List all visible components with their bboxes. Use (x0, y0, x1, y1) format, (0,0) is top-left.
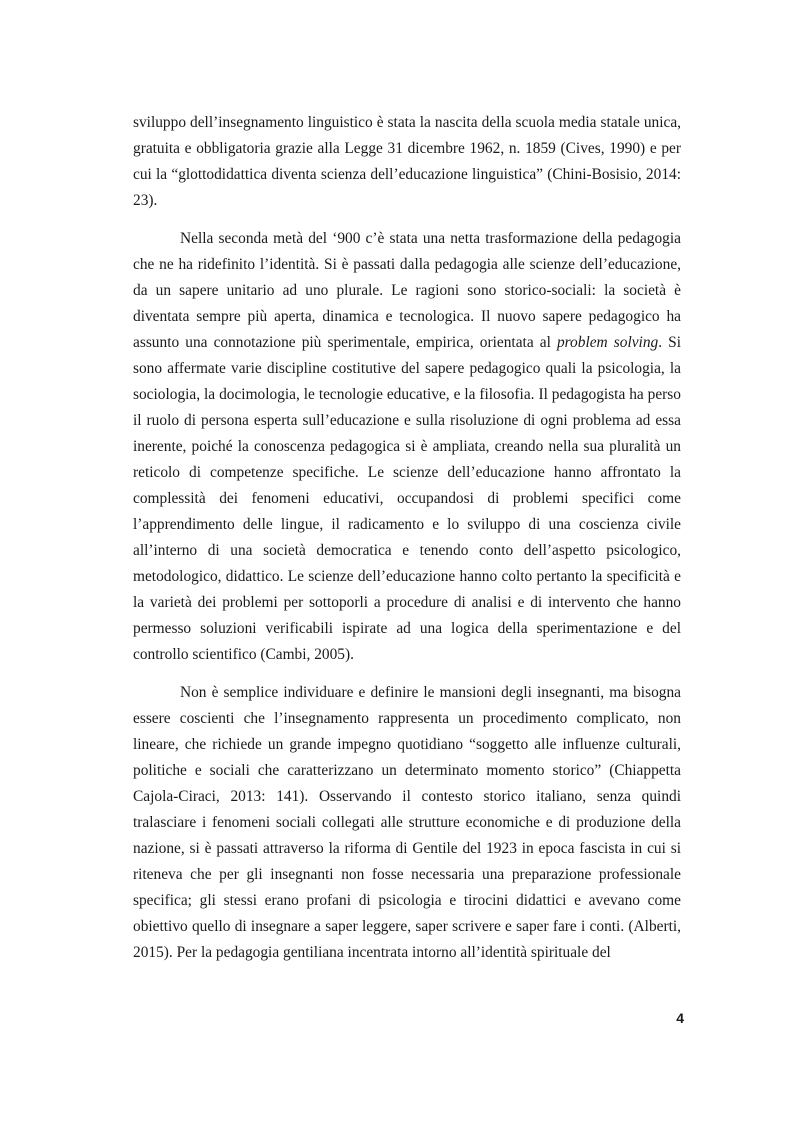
paragraph-1 (133, 110, 681, 214)
body-text (133, 110, 681, 966)
paragraph-2 (133, 226, 681, 668)
paragraph-3-text: Non è semplice individuare e definire le mansioni degli insegnanti, ma bisogna essere coscienti che l’insegnamento rappresenta un procedimento complicato, non lineare, che richiede un grande impegno quotidiano “soggetto alle influenze culturali, politiche e sociali che caratterizzano un determinato momento storico” (Chiappetta Cajola-Ciraci, 2013: 141). Osservando il contesto storico italiano, senza quindi tralasciare i fenomeni sociali collegati alle strutture economiche e di produzione della nazione, si è passati attraverso la riforma di Gentile del 1923 in epoca fascista in cui si riteneva che per gli insegnanti non fosse necessaria una preparazione professionale specifica; gli stessi erano profani di psicologia e tirocini didattici e avevano come obiettivo quello di insegnare a saper leggere, saper scrivere e saper fare i conti. (Alberti, 2015). Per la pedagogia gentiliana incentrata intorno all’identità spirituale del (133, 684, 681, 961)
problem-solving-term: problem solving (556, 334, 659, 351)
paragraph-2-text-b: . Si sono affermate varie discipline costitutive del sapere pedagogico quali la psicologia, la sociologia, la docimologia, le tecnologie educative, e la filosofia. Il pedagogista ha perso il ruolo di persona esperta sull’educazione e sulla risoluzione di ogni problema ad essa inerente, poiché la conoscenza pedagogica si è ampliata, creando nella sua pluralità un reticolo di competenze specifiche. Le scienze dell’educazione hanno affrontato la complessità dei fenomeni educativi, occupandosi di problemi specifici come l’apprendimento delle lingue, il radicamento e lo sviluppo di una coscienza civile all’interno di una società democratica e tenendo conto dell’aspetto psicologico, metodologico, didattico. Le scienze dell’educazione hanno colto pertanto la specificità e la varietà dei problemi per sottoporli a procedure di analisi e di intervento che hanno permesso soluzioni verificabili ispirate ad una logica della sperimentazione e del controllo scientifico (Cambi, 2005). (133, 334, 681, 663)
paragraph-3 (133, 680, 681, 966)
paragraph-1-text: sviluppo dell’insegnamento linguistico è stata la nascita della scuola media statale unica, gratuita e obbligatoria grazie alla Legge 31 dicembre 1962, n. 1859 (Cives, 1990) e per cui la “glottodidattica diventa scienza dell’educazione linguistica” (Chini-Bosisio, 2014: 23). (133, 114, 681, 209)
page-number: 4 (676, 1010, 684, 1026)
paragraph-2-text-a: Nella seconda metà del ‘900 c’è stata una netta trasformazione della pedagogia che ne ha ridefinito l’identità. Si è passati dalla pedagogia alle scienze dell’educazione, da un sapere unitario ad uno plurale. Le ragioni sono storico-sociali: la società è diventata sempre più aperta, dinamica e tecnologica. Il nuovo sapere pedagogico ha assunto una connotazione più sperimentale, empirica, orientata al (133, 230, 681, 351)
